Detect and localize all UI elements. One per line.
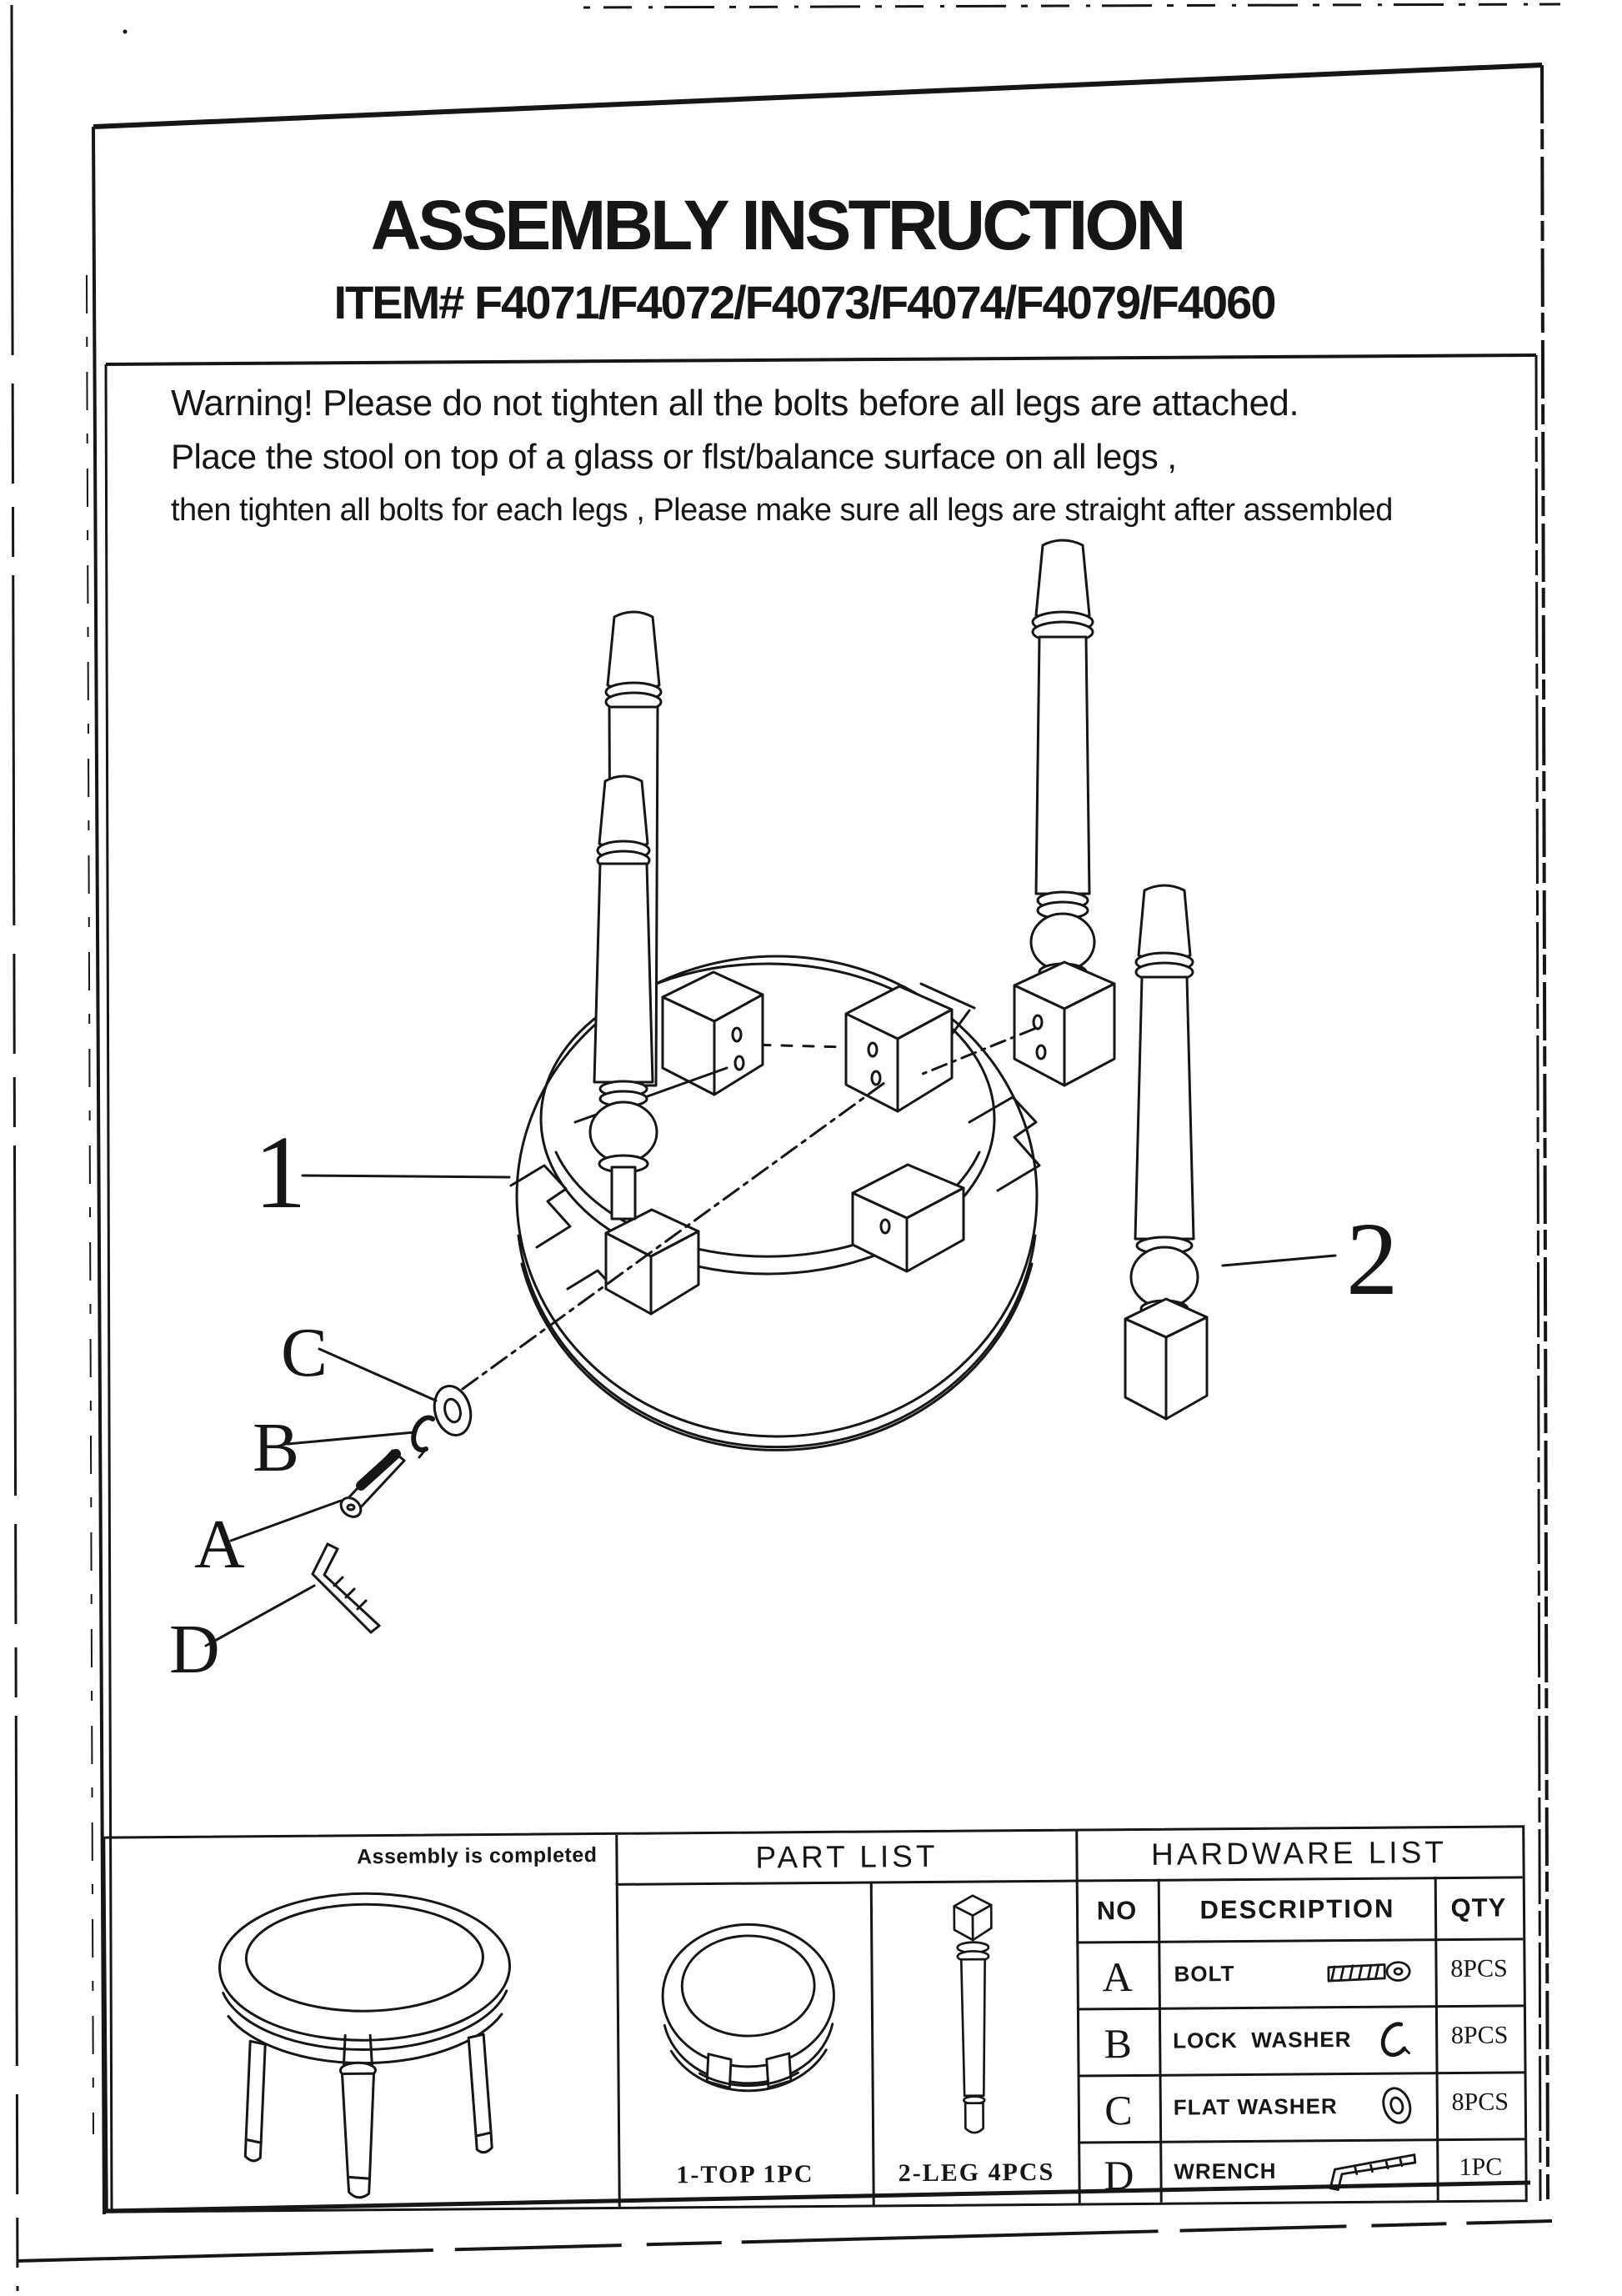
leader-line-1 [303,1176,509,1177]
footer-table [103,1825,1527,2213]
assembly-completed-caption: Assembly is completed [356,1843,598,1869]
hardware-col-no: NO [1096,1895,1138,1926]
hardware-row-qty: 8PCS [1451,2088,1509,2117]
part-top-label: 1-TOP 1PC [676,2160,814,2189]
hardware-row-qty: 1PC [1459,2153,1503,2181]
hardware-row-description: WRENCH [1174,2158,1277,2184]
leader-line-d [206,1586,314,1646]
leg-drawing-upper-right [923,540,1114,1085]
stool-leg-icon [910,1883,1038,2151]
hardware-list-title: HARDWARE LIST [1150,1835,1448,1872]
warning-text [171,377,1393,537]
hardware-row-qty: 8PCS [1450,1954,1508,1983]
leader-line-2 [1223,1256,1335,1266]
exploded-diagram [96,534,1538,1817]
diagram-label-base: 1 [254,1115,307,1231]
item-number-line: ITEM# F4071/F4072/F4073/F4074/F4079/F4060 [333,276,1275,328]
completed-stool-drawing [123,1878,608,2206]
part-list-title: PART LIST [755,1838,939,1875]
warning-line-3: then tighten all bolts for each legs , Please make sure all legs are straight after assembled [171,493,1393,528]
leg-drawing-front-left [590,776,657,1219]
allen-wrench-drawing [313,1544,379,1632]
lock-washer-drawing [413,1417,433,1457]
hardware-row-no: C [1104,2087,1133,2134]
flat-washer-drawing [429,1382,476,1440]
diagram-callout-bolt: A [194,1506,245,1583]
hardware-row-description: BOLT [1174,1960,1235,1987]
hardware-row-no: D [1104,2152,1134,2199]
wrench-icon [1316,2145,1428,2194]
hardware-row-description: FLAT WASHER [1173,2093,1338,2120]
hardware-row-no: B [1104,2020,1133,2068]
hardware-row-description: LOCK WASHER [1173,2026,1352,2053]
part-leg-label: 2-LEG 4PCS [898,2158,1055,2188]
warning-line-2: Place the stool on top of a glass or flst/balance surface on all legs , [171,437,1177,476]
stool-top-icon [627,1891,870,2151]
warning-line-1: Warning! Please do not tighten all the bolts before all legs are attached. [171,383,1299,424]
leader-line-a [231,1501,341,1541]
scan-top-artifact [583,4,1560,8]
leader-line-b [288,1432,414,1444]
lock-washer-icon [1375,2018,1414,2059]
mounting-block-sw [606,1210,698,1314]
hardware-col-description: DESCRIPTION [1199,1893,1395,1925]
scan-edge-artifact [12,5,18,2291]
diagram-callout-wrench: D [169,1611,220,1688]
diagram-callout-lock-washer: B [253,1409,300,1486]
assembly-axis-line [463,1080,888,1389]
bolt-drawing [338,1451,404,1521]
diagram-label-leg: 2 [1346,1202,1399,1317]
hardware-row-qty: 8PCS [1450,2021,1509,2050]
leg-drawing-detached [1125,885,1207,1419]
leader-line-c [319,1349,436,1401]
hardware-col-qty: QTY [1450,1892,1507,1923]
page-title: ASSEMBLY INSTRUCTION [370,186,1184,264]
mounting-block-ne [846,986,952,1111]
bolt-icon [1321,1955,1424,1989]
mounting-block-se [853,1165,964,1271]
diagram-callout-flat-washer: C [281,1314,328,1391]
hardware-row-no: A [1102,1953,1133,2001]
flat-washer-icon [1376,2082,1418,2128]
